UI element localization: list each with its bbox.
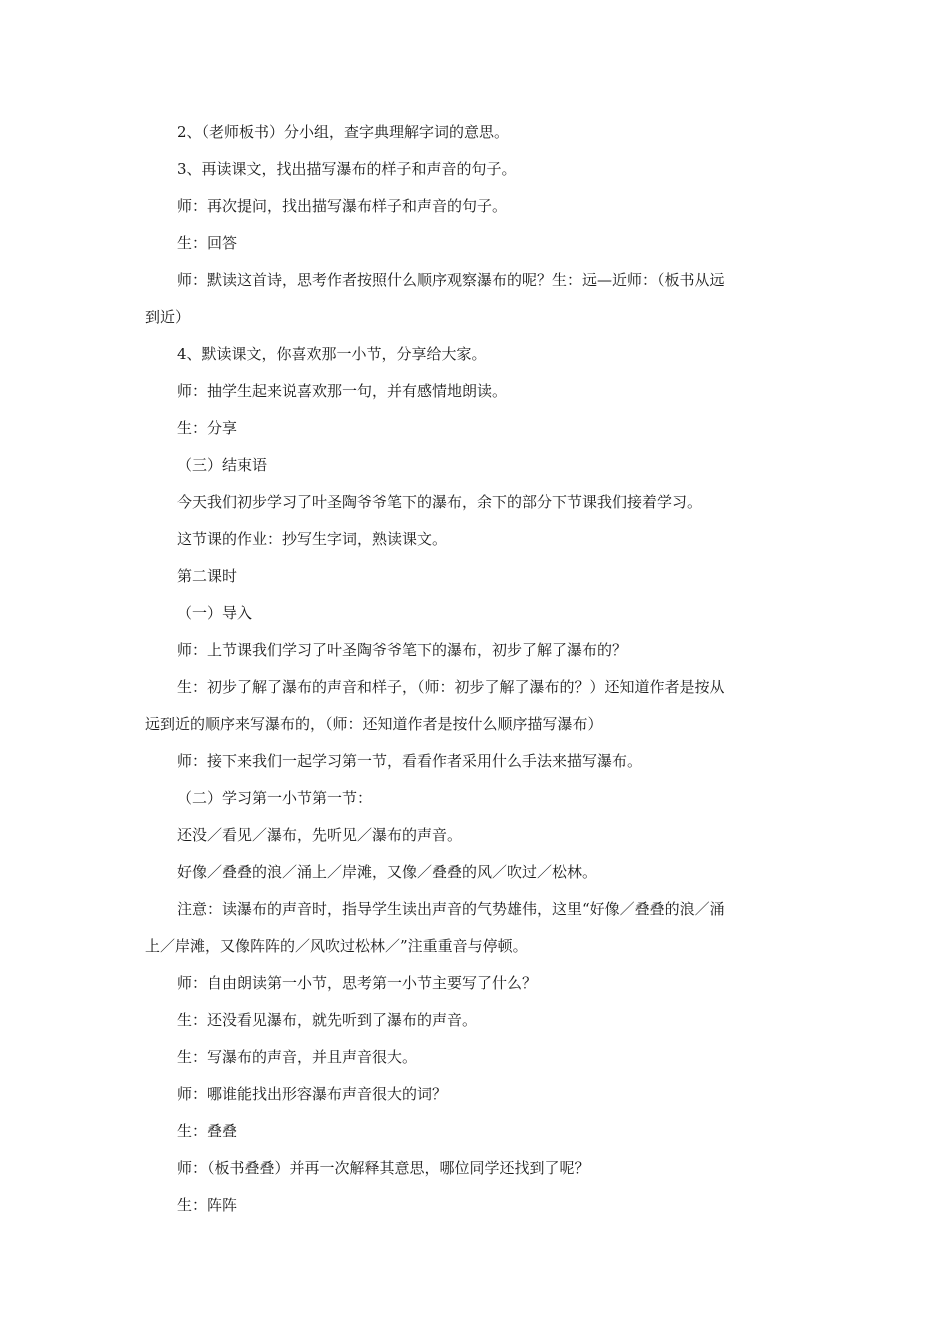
text-line: 生：回答 (177, 234, 238, 252)
lesson-heading: 第二课时 (177, 567, 238, 585)
text-line: 师：再次提问，找出描写瀑布样子和声音的句子。 (177, 197, 508, 215)
text-line: 生：初步了解了瀑布的声音和样子，（师：初步了解了瀑布的？）还知道作者是按从 (177, 678, 725, 696)
text-line: 师：上节课我们学习了叶圣陶爷爷笔下的瀑布，初步了解了瀑布的？ (177, 641, 628, 659)
text-line: 远到近的顺序来写瀑布的，（师：还知道作者是按什么顺序描写瀑布） (145, 715, 603, 733)
text-line: 师：（板书叠叠）并再一次解释其意思，哪位同学还找到了呢？ (177, 1159, 590, 1177)
section-heading: （三）结束语 (177, 456, 268, 474)
text-line: 3、再读课文，找出描写瀑布的样子和声音的句子。 (177, 160, 517, 178)
text-line: 师：默读这首诗，思考作者按照什么顺序观察瀑布的呢？生：远—近师：（板书从远 (177, 271, 725, 289)
text-line: 生：还没看见瀑布，就先听到了瀑布的声音。 (177, 1011, 478, 1029)
text-line: 师：哪谁能找出形容瀑布声音很大的词？ (177, 1085, 448, 1103)
text-line: 生：叠叠 (177, 1122, 238, 1140)
text-line: 2、（老师板书）分小组，查字典理解字词的意思。 (177, 123, 510, 141)
text-line: 到近） (145, 308, 191, 326)
lesson-text (145, 122, 810, 1232)
text-line: 好像／叠叠的浪／涌上／岸滩，又像／叠叠的风／吹过／松林。 (177, 863, 598, 881)
section-heading: （二）学习第一小节第一节： (177, 789, 373, 807)
text-line: 注意：读瀑布的声音时，指导学生读出声音的气势雄伟，这里“好像／叠叠的浪／涌 (177, 900, 725, 918)
text-line: 师：自由朗读第一小节，思考第一小节主要写了什么？ (177, 974, 538, 992)
text-line: 这节课的作业：抄写生字词，熟读课文。 (177, 530, 448, 548)
text-line: 还没／看见／瀑布，先听见／瀑布的声音。 (177, 826, 463, 844)
text-line: 生：阵阵 (177, 1196, 238, 1214)
text-line: 4、默读课文，你喜欢那一小节，分享给大家。 (177, 345, 487, 363)
text-line: 生：写瀑布的声音，并且声音很大。 (177, 1048, 418, 1066)
text-line: 今天我们初步学习了叶圣陶爷爷笔下的瀑布，余下的部分下节课我们接着学习。 (177, 493, 703, 511)
text-line: 上／岸滩，又像阵阵的／风吹过松林／”注重重音与停顿。 (145, 937, 528, 955)
text-line: 师：抽学生起来说喜欢那一句，并有感情地朗读。 (177, 382, 508, 400)
section-heading: （一）导入 (177, 604, 253, 622)
text-line: 生：分享 (177, 419, 238, 437)
text-line: 师：接下来我们一起学习第一节，看看作者采用什么手法来描写瀑布。 (177, 752, 643, 770)
